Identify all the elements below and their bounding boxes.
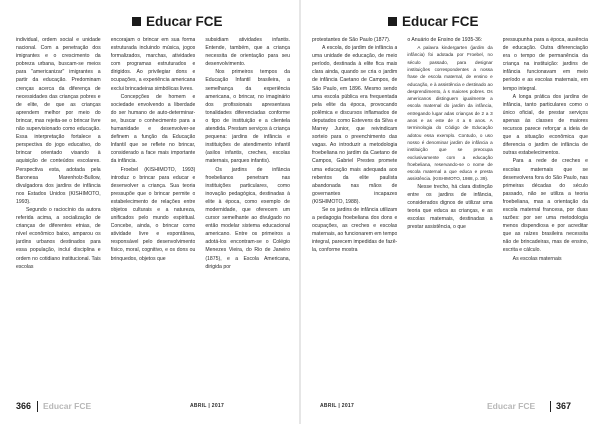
left-page-columns [16,36,290,378]
paragraph: Concepções de homem e sociedade envolvendo a liberdade do ser humano de auto-determinar-se, buscar o conhecimento para a humanidade e desenvolver-se definem a função da Educação Infantil que se reflete no brincar, considerado a face mais importante da infância. [110,93,196,165]
paragraph: As escolas maternais [512,255,562,262]
right-column-1 [312,36,397,378]
right-header-title: Educar FCE [402,14,479,29]
footer-issue-date: ABRIL | 2017 [190,402,225,409]
left-page-footer [0,401,300,415]
header-square-icon [388,17,397,26]
paragraph: Froebel (KISHIMOTO, 1993) introduz o brincar para educar e desenvolver a criança. Sua teoria pressupõe que o brincar permite o estabelecimento de relações entre objetos culturais e a natureza, unificados pelo mundo espiritual. Concebe, ainda, o brincar como atividade livre e espontânea, responsável pelo desenvolvimento físico, moral, cognitivo, e os dons ou brinquedos, objetos que [110,166,196,262]
paragraph: Para a rede de creches e escolas maternais que se desenvolvera fora do São Paulo, nas primeiras décadas do século passado, não se utiliza a teoria froebeliana, mas a orientação da escola maternal francesa, por duas razões: por ser uma metodologia menos dispendiosa e por acreditar que as raízes brasileira necessita não de brincadeiras, mas de ensino, escrita e cálculo. [502,158,588,254]
page-number: 366 [16,401,32,411]
header-square-icon [132,17,141,26]
paragraph: Se os jardins de infância utilizam a pedagogia froebeliana dos dons e ocupações, as creches e escolas maternais, ao funcionarem em tempo integral, parecem impedidas de fazê-la, conforme mostra [312,206,398,254]
paragraph: individual, ordem social e unidade nacional. Com a penetração dos imigrantes e o crescimento da pobreza urbana, buscam-se meios para "americanizar" imigrantes a partir da educação. Predominam crenças acerca da diferença de necessidades das crianças pobres e de elite, de que as crianças aprendem melhor por meio do brincar, mas rejeita-se o brincar livre não supervisionado como educação. Essa interpretação fortalece a perspectiva do jogo educativo, do brincar orientado visando à aquisição de conteúdos escolares. Perspectiva esta, adotada pela Baronesa Marenholz-Bullow, divulgadora dos jardins de infância nos Estados Unidos (KISHIMOTO, 1993). [16,37,101,205]
paragraph: A escola, do jardim de infância a uma unidade de educação, de meio período, destinada à elite fica mais clara ainda, quando se cria o jardim de infância Caetano de Campos, de São Paulo, em 1896. Mesmo sendo uma escola pública era frequentada pela elite da época, provocando polêmica e discursos inflamados de deputados como Estevens da Silva e Marrey Junior, que reivindicam sorteio para o preenchimento das vagas. Ao introduzir a metodologia froebeliana no jardim da Caetano de Campos, Gabriel Prestes promete uma educação mais adequada aos rebentos da elite paulista abandonada nas mãos de governantes incapazes (KISHIMOTO, 1988). [312,45,398,205]
footer-divider [37,401,38,412]
block-quote: A palavra kindergarten (jardim da infância) foi adotada por Froebel, no século passado, para designar instituições correspondentes a nossa frase de escola maternal, de ensino e educação, e à assistência e destinado ao desprendimento, à s maiores pobres. Os americanos distinguem igualmente a escola maternal do jardim da infância, entregando lugar adas crianças de 2 a 3 anos e as este de 4 a 6 anos. A terminologia do Código de Educação adotou essa exemplo. Contudo, o uso nosso é denominar jardim de infância a instituição que se preocupa exclusivamente com a educação froebeliana, reservando-se o nome de escola maternal a que educa e presta assistência. (KISHIMOTO, 1988, p. 39). [407,45,493,182]
left-column-1 [16,36,101,378]
footer-brand: Educar FCE [43,401,92,411]
footer-issue-date: ABRIL | 2017 [320,402,355,409]
paragraph: A longa prática dos jardins de infância, tanto particulares como o único oficial, de prestar serviços apenas às classes de maiores recursos parece reforçar a ideia de que a situação econômica que diferencia o jardim de infância de outras estabelecimentos. [502,93,588,157]
paragraph: Nesse trecho, há clara distinção entre os jardins de infância, considerados dignos de utilizar uma teoria que educa as crianças, e as escolas maternais, destinadas a prestar assistência, o que [407,183,493,231]
right-page-columns [312,36,588,378]
left-column-3 [205,36,290,378]
paragraph: pressupunha para a época, ausência de educação. Outra diferenciação era o tempo de permanência da criança na instituição: jardins de infância funcionavam em meio período e as escolas maternais, em tempo integral. [502,37,588,92]
paragraph: Nos primeiros tempos da Educação Infantil brasileira, a semelhança da experiência americana, o brincar, no imaginário dos profissionais apresentava tonalidades diferenciadas conforme o tipo de instituição e a clientela atendida. Prestam serviços à criança pequena: jardins de infância e instituições de atendimento infantil (asilos infantis, creches, escolas maternais, parques infantis). [205,69,291,165]
paragraph: encorajam o brincar em sua forma estruturada incluindo música, jogos formalizados, marchas, atividades com programas estruturados e dirigidos. Ao privilegiar dons e ocupações, a experiência americana exclui brincadeiras simbólicas livres. [110,37,196,92]
paragraph: subsidiam atividades infantis. Entende, também, que a criança necessita de orientação para seu desenvolvimento. [205,37,291,68]
footer-divider [550,401,551,412]
left-header-title: Educar FCE [146,14,223,29]
left-page-header [132,14,223,29]
paragraph: Os jardins de infância froebelianos penetram nas instituições particulares, como inovação pedagógica, destinadas à elite à época, como exemplo de modernidade, que oferecem um cursor semelhante ao divulgado no então modelar sistema educacional americano. Entre os primeiros a adotá-los encontram-se o Colégio Menezes Vieira, do Rio de Janeiro (1875), e a Escola Americana, dirigida por [205,166,291,270]
paragraph: o Anuário de Ensino de 1935-36: [407,37,483,43]
right-column-2 [407,36,492,378]
right-page-footer [300,401,600,415]
right-page [300,0,600,424]
page-number: 367 [556,401,572,411]
paragraph: Segundo o raciocínio da autora referida acima, a socialização de crianças de diferentes etnias, de nível econômico baixo, amparou os jardins urbanos destinados para essa população, incluí disciplina e ordem no cotidiano institucional. Tais escolas [16,206,101,270]
footer-brand: Educar FCE [487,401,536,411]
paragraph: protestantes de São Paulo (1877). [312,37,391,43]
right-page-header [388,14,479,29]
left-column-2 [111,36,196,378]
right-column-3 [503,36,588,378]
